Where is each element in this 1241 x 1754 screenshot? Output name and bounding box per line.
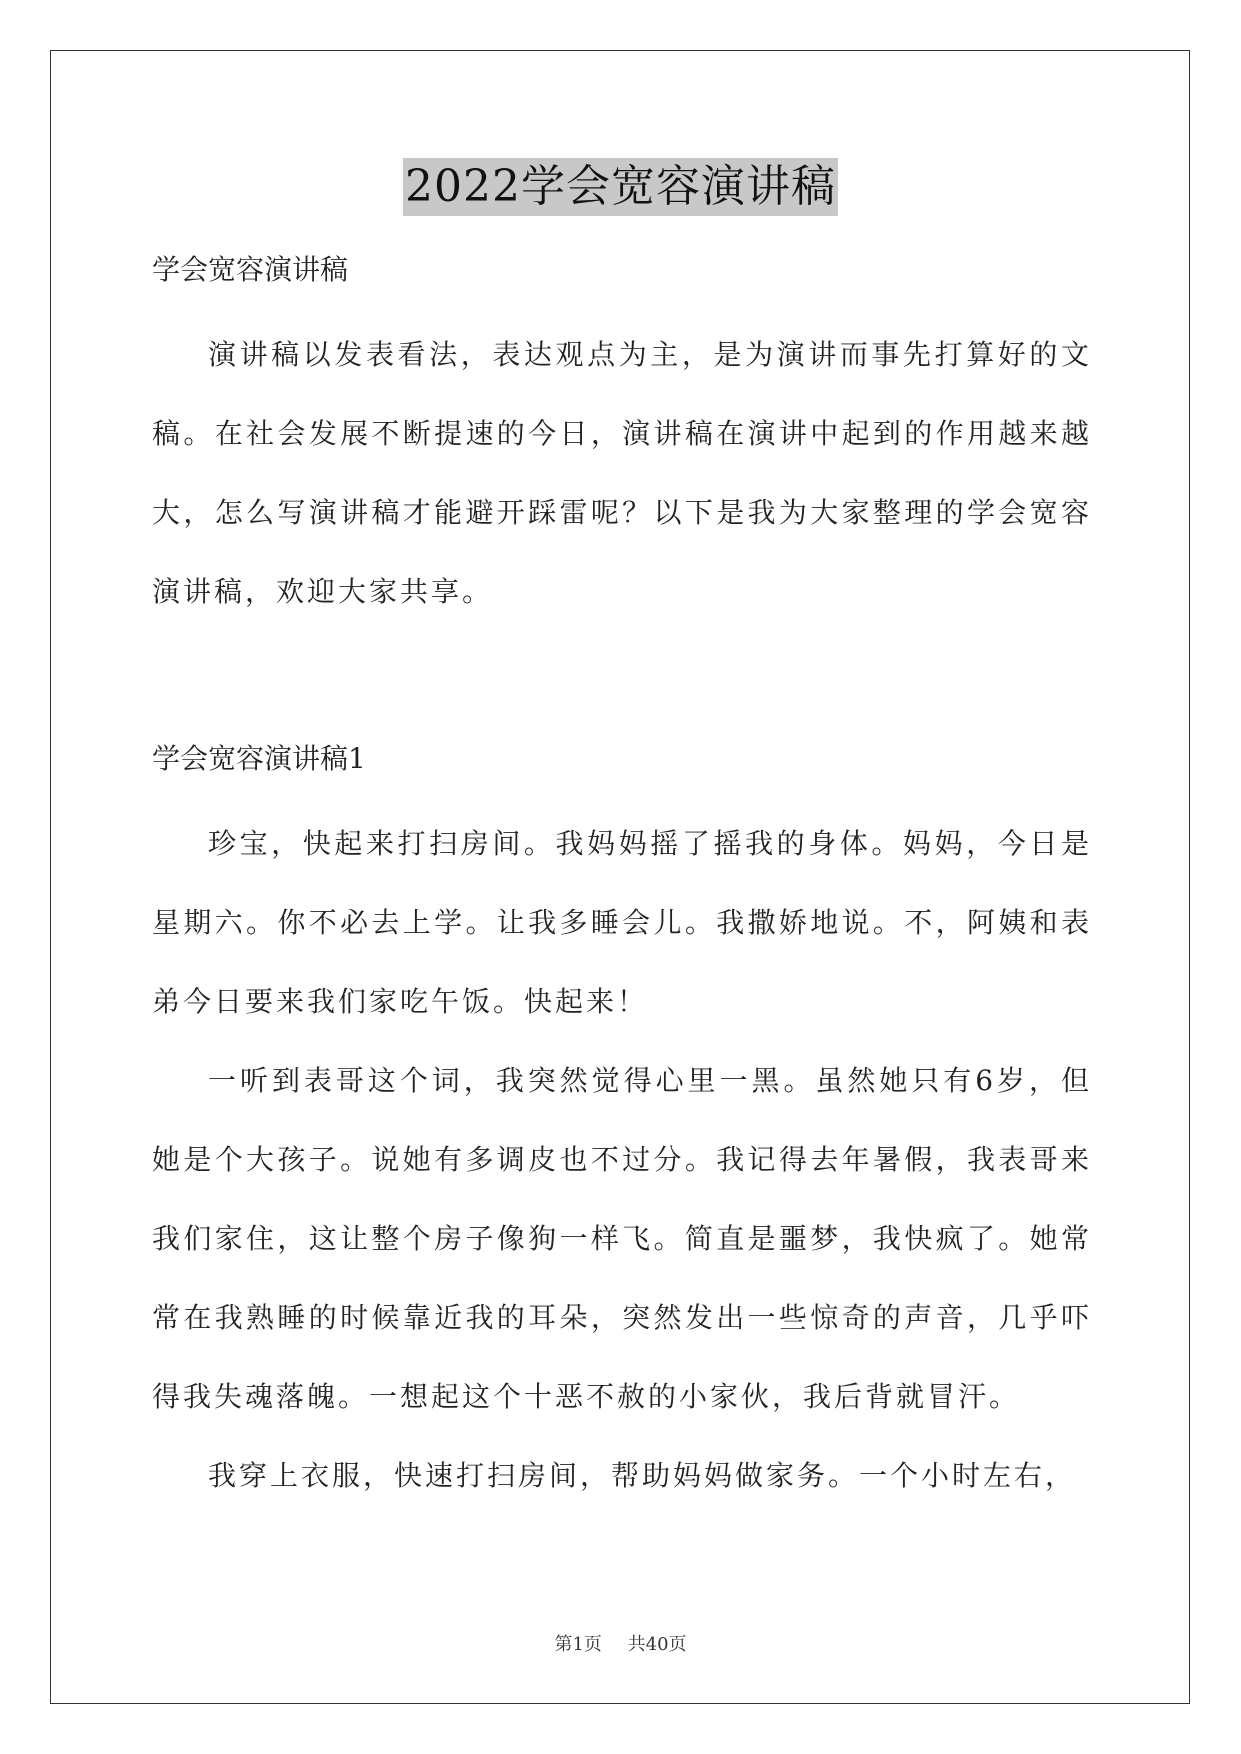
page-number: 第1页 [554,1634,602,1655]
page-total: 共40页 [627,1634,687,1655]
intro-paragraph: 演讲稿以发表看法，表达观点为主，是为演讲而事先打算好的文稿。在社会发展不断提速的今日，演讲稿在演讲中起到的作用越来越大，怎么写演讲稿才能避开踩雷呢？以下是我为大家整理的学会宽容演讲稿，欢迎大家共享。 [152,338,1092,608]
document-body [152,230,1092,1515]
title-container [0,158,1241,216]
document-title: 2022学会宽容演讲稿 [403,158,838,216]
page-footer [0,1630,1241,1656]
document-subtitle: 学会宽容演讲稿 [152,253,349,286]
section-heading: 学会宽容演讲稿1 [152,742,366,775]
body-paragraph: 一听到表哥这个词，我突然觉得心里一黑。虽然她只有6岁，但她是个大孩子。说她有多调皮也不过分。我记得去年暑假，我表哥来我们家住，这让整个房子像狗一样飞。简直是噩梦，我快疯了。她常常在我熟睡的时候靠近我的耳朵，突然发出一些惊奇的声音，几乎吓得我失魂落魄。一想起这个十恶不赦的小家伙，我后背就冒汗。 [152,1064,1092,1413]
body-paragraph: 我穿上衣服，快速打扫房间，帮助妈妈做家务。一个小时左右， [208,1459,1077,1492]
body-paragraph: 珍宝，快起来打扫房间。我妈妈摇了摇我的身体。妈妈，今日是星期六。你不必去上学。让我多睡会儿。我撒娇地说。不，阿姨和表弟今日要来我们家吃午饭。快起来！ [152,827,1092,1018]
